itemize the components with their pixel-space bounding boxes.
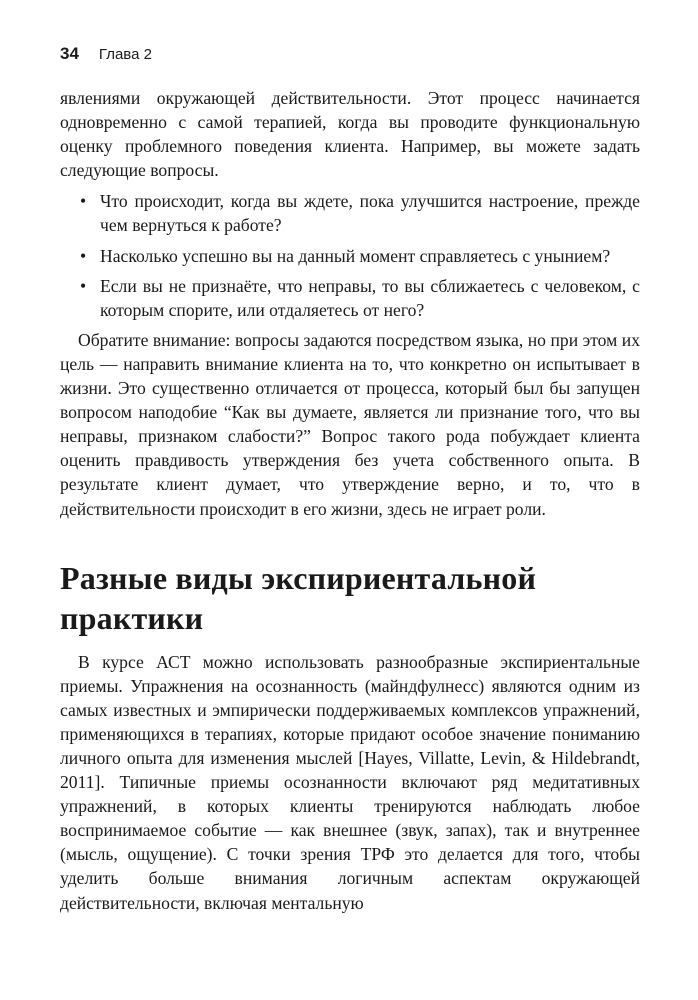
running-head: [60, 44, 640, 72]
bullet-icon: •: [80, 275, 87, 296]
bullet-icon: •: [80, 191, 87, 212]
bullet-icon: •: [80, 245, 87, 266]
list-item: [60, 274, 640, 322]
list-item: [60, 244, 640, 268]
body-text: [60, 86, 640, 915]
book-page: [60, 44, 640, 915]
paragraph: Обратите внимание: вопросы задаются посредством языка, но при этом их цель — направить внимание клиента на то, что конкретно он испытывает в жизни. Это существенно отличается от процесса, который был бы запущен вопросом наподобие “Как вы думаете, является ли признание того, что вы неправы, признаком слабости?” Вопрос такого рода побуждает клиента оценить правдивость утверждения без учета собственного опыта. В результате клиент думает, что утверждение верно, и то, что в действительности происходит в его жизни, здесь не играет роли.: [60, 329, 640, 519]
question-list: [60, 189, 640, 321]
list-item-text: Насколько успешно вы на данный момент справляетесь с унынием?: [100, 245, 611, 266]
paragraph: В курсе АСТ можно использовать разнообразные экспириентальные приемы. Упражнения на осознанность (майндфулнесс) являются одним из самых известных и эмпирически поддерживаемых комплексов упражнений, применяющихся в терапиях, которые придают особое значение пониманию личного опыта для изменения мыслей [Hayes, Villatte, Levin, & Hildebrandt, 2011]. Типичные приемы осознанности включают ряд медитативных упражнений, в которых клиенты тренируются наблюдать любое воспринимаемое событие — как внешнее (звук, запах), так и внутреннее (мысль, ощущение). С точки зрения ТРФ это делается для того, чтобы уделить больше внимания логичным аспектам окружающей действительности, включая ментальную: [60, 651, 640, 913]
page-number: 34: [60, 44, 79, 63]
chapter-title: Глава 2: [98, 46, 152, 63]
list-item-text: Если вы не признаёте, что неправы, то вы сближаетесь с человеком, с которым спорите, или отдаляетесь от него?: [100, 275, 640, 320]
paragraph-continued: явлениями окружающей действительности. Этот процесс начинается одновременно с самой терапией, когда вы проводите функциональную оценку проблемного поведения клиента. Например, вы можете задать следующие вопросы.: [60, 88, 640, 181]
section-heading: Разные виды экспириентальной практики: [60, 559, 537, 636]
list-item-text: Что происходит, когда вы ждете, пока улучшится настроение, прежде чем вернуться к работе?: [100, 191, 640, 236]
list-item: [60, 189, 640, 237]
